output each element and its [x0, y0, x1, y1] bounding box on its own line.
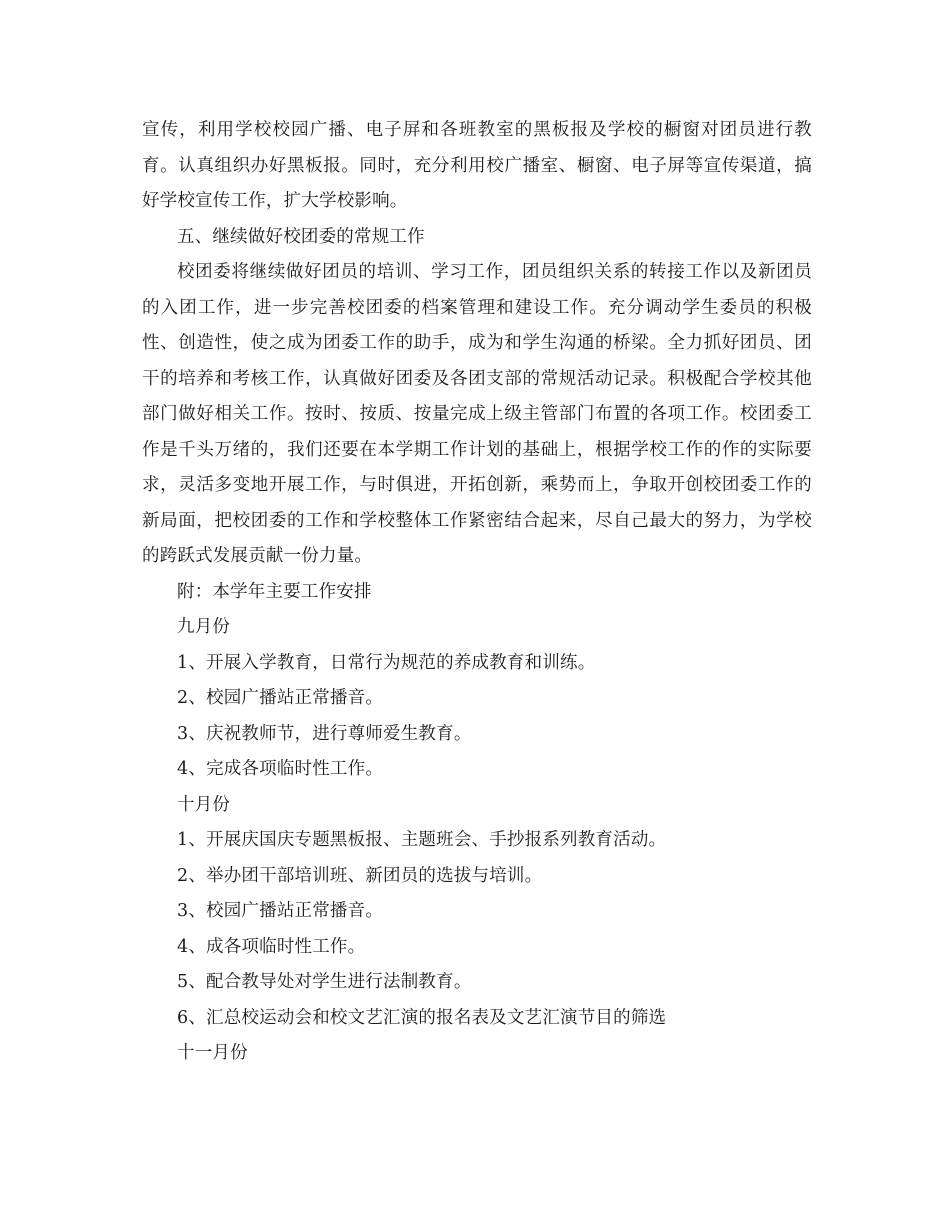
- list-item: 5、配合教导处对学生进行法制教育。: [177, 972, 472, 992]
- month-heading-november: 十一月份: [177, 1043, 248, 1063]
- list-item: 1、开展庆国庆专题黑板报、主题班会、手抄报系列教育活动。: [177, 830, 667, 850]
- paragraph-publicity: 宣传，利用学校校园广播、电子屏和各班教室的黑板报及学校的橱窗对团员进行教育。认真组织办好黑板报。同时，充分利用校广播室、橱窗、电子屏等宣传渠道，搞好学校宣传工作，扩大学校影响。: [142, 120, 812, 211]
- list-item: 6、汇总校运动会和校文艺汇演的报名表及文艺汇演节目的筛选: [177, 1007, 667, 1028]
- appendix-heading: 附：本学年主要工作安排: [177, 581, 372, 602]
- paragraph-routine-work: 校团委将继续做好团员的培训、学习工作，团员组织关系的转接工作以及新团员的入团工作，进一步完善校团委的档案管理和建设工作。充分调动学生委员的积极性、创造性，使之成为团委工作的助手，成为和学生沟通的桥梁。全力抓好团员、团干的培养和考核工作，认真做好团委及各团支部的常规活动记录。积极配合学校其他部门做好相关工作。按时、按质、按量完成上级主管部门布置的各项工作。校团委工作是千头万绪的，我们还要在本学期工作计划的基础上，根据学校工作的作的实际要求，灵活多变地开展工作，与时俱进，开拓创新，乘势而上，争取开创校团委工作的新局面，把校团委的工作和学校整体工作紧密结合起来，尽自己最大的努力，为学校的跨跃式发展贡献一份力量。: [142, 262, 812, 566]
- section-heading-five: 五、继续做好校团委的常规工作: [177, 226, 425, 247]
- list-item: 2、举办团干部培训班、新团员的选拔与培训。: [177, 865, 543, 886]
- list-item: 1、开展入学教育，日常行为规范的养成教育和训练。: [177, 652, 596, 673]
- month-heading-october: 十月份: [177, 794, 231, 815]
- list-item: 4、完成各项临时性工作。: [177, 759, 384, 779]
- list-item: 2、校园广播站正常播音。: [177, 688, 384, 708]
- list-item: 3、校园广播站正常播音。: [177, 901, 384, 921]
- document-body: [142, 113, 812, 1072]
- list-item: 3、庆祝教师节，进行尊师爱生教育。: [177, 723, 472, 744]
- list-item: 4、成各项临时性工作。: [177, 936, 366, 957]
- month-heading-september: 九月份: [177, 617, 231, 637]
